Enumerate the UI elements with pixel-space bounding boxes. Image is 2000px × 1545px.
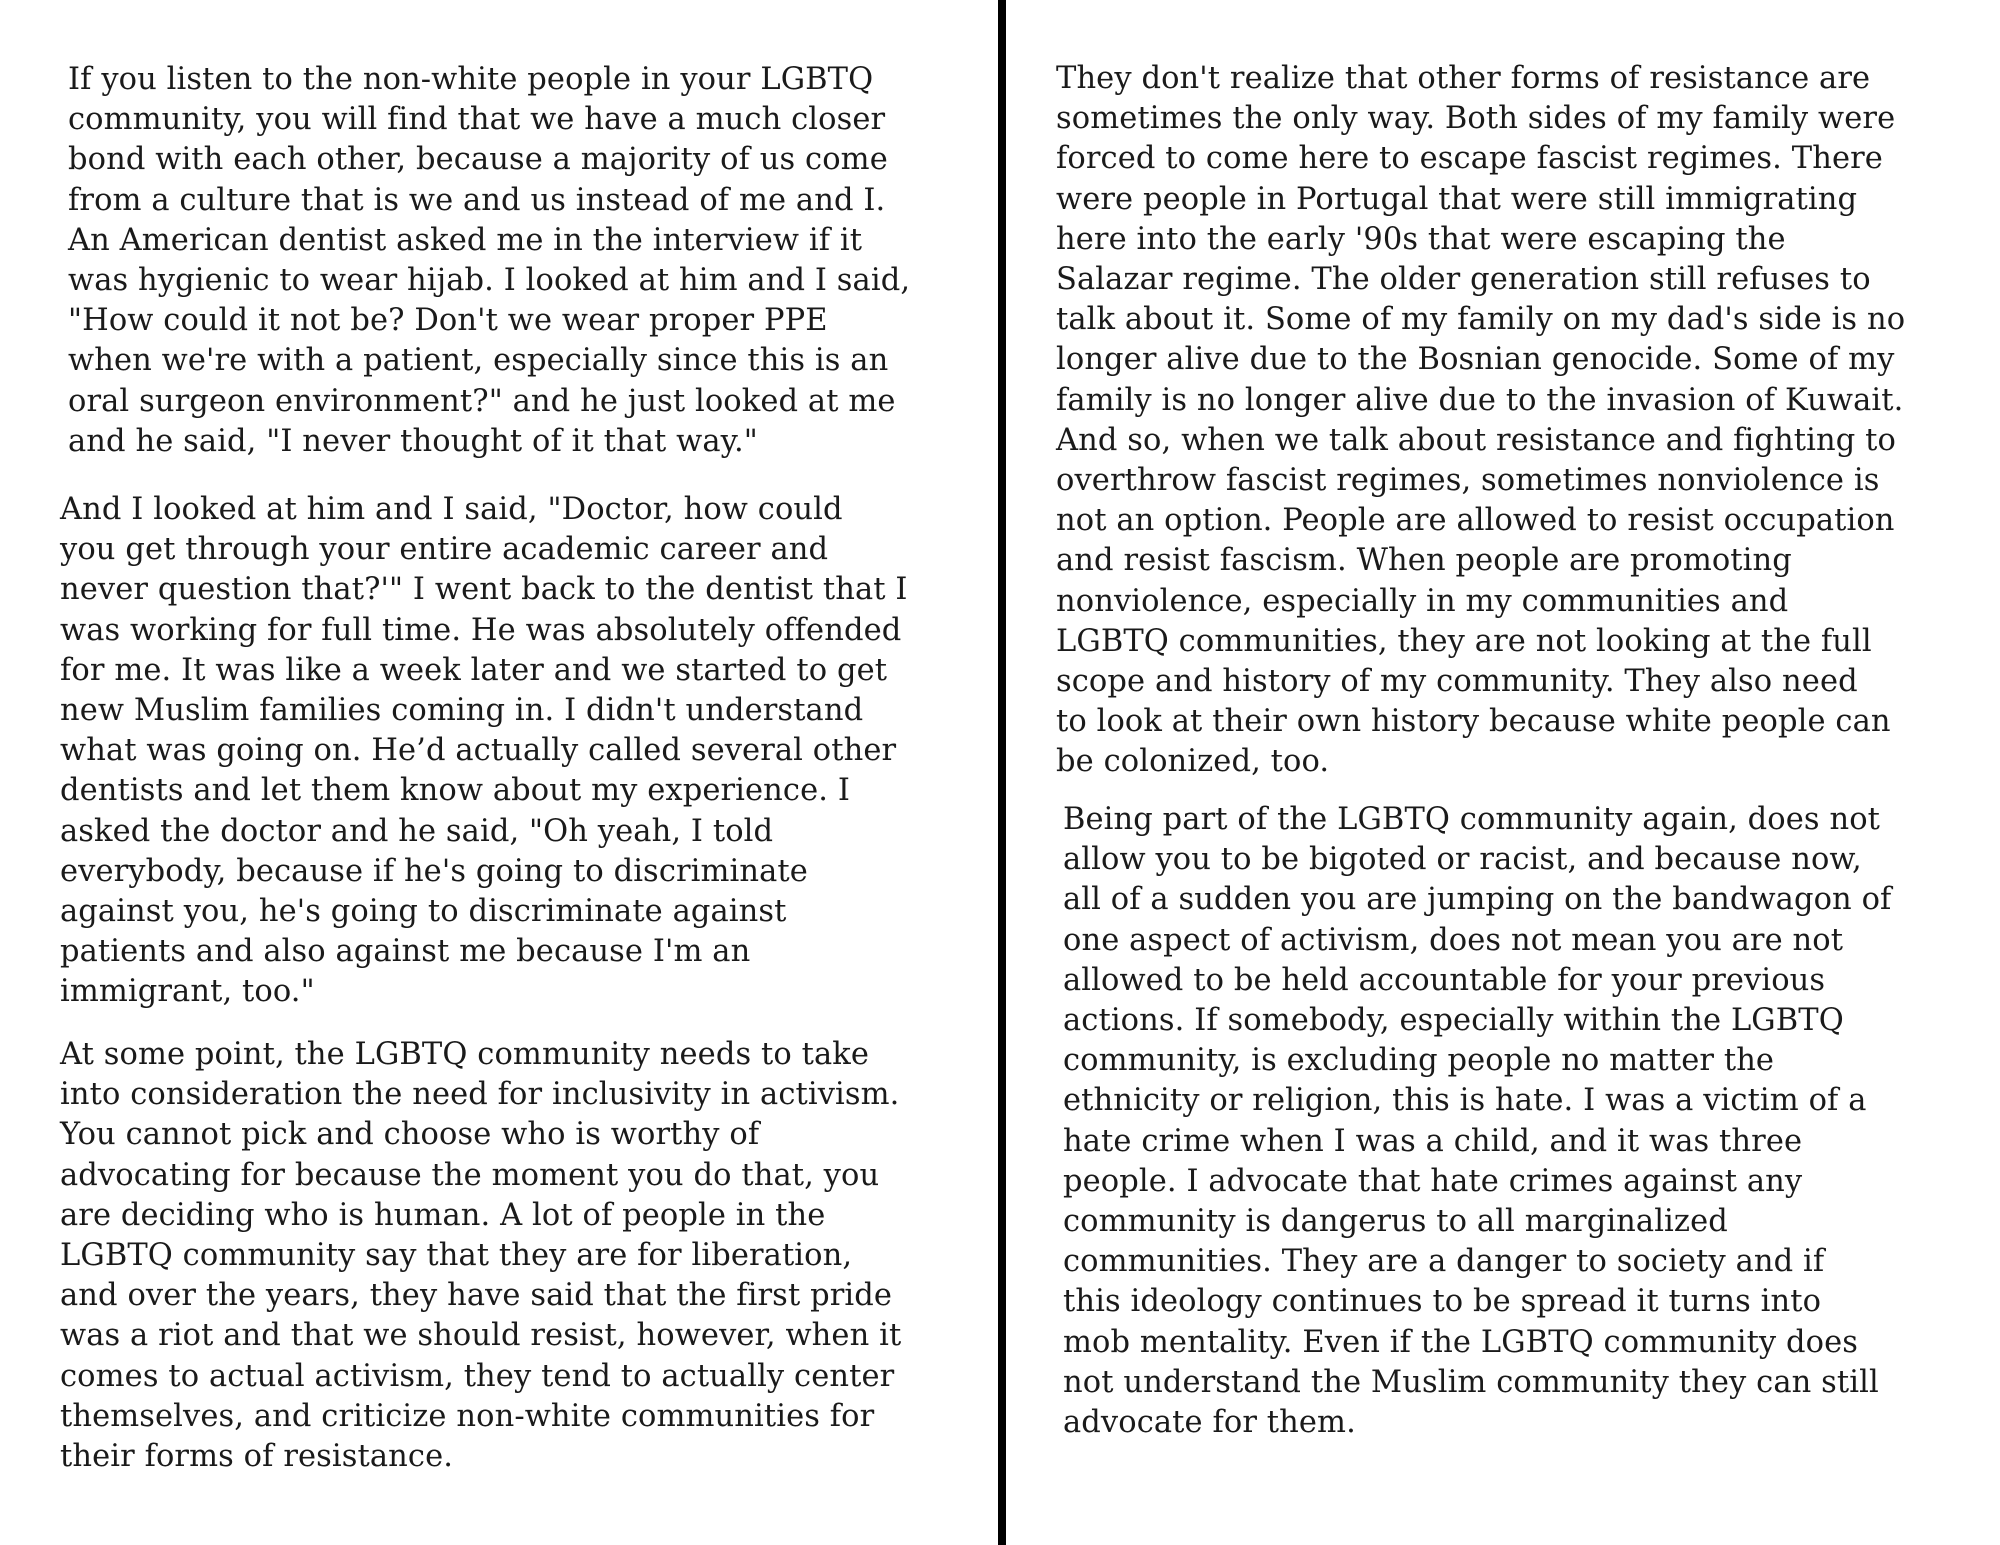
page-divider: [998, 0, 1006, 1545]
right-paragraph-2: Being part of the LGBTQ community again, does not allow you to be bigoted or racist, and because now, all of a sudden you are jumping on the bandwagon of one aspect of activism, does not mean you are not allowed to be held accountable for your previous actions. If somebody, especially within the LGBTQ community, is excluding people no matter the ethnicity or religion, this is hate. I was a victim of a hate crime when I was a child, and it was three people. I advocate that hate crimes against any community is dangerus to all marginalized communities. They are a danger to society and if this ideology continues to be spread it turns into mob mentality. Even if the LGBTQ community does not understand the Muslim community they can still advocate for them.: [1063, 802, 1892, 1441]
left-page: [0, 0, 998, 1545]
right-paragraph-1: They don't realize that other forms of resistance are sometimes the only way. Both sides of my family were forced to come here to escape fascist regimes. There were people in Portugal that were still immigrating here into the early '90s that were escaping the Salazar regime. The older generation still refuses to talk about it. Some of my family on my dad's side is no longer alive due to the Bosnian genocide. Some of my family is no longer alive due to the invasion of Kuwait. And so, when we talk about resistance and fighting to overthrow fascist regimes, sometimes nonviolence is not an option. People are allowed to resist occupation and resist fascism. When people are promoting nonviolence, especially in my communities and LGBTQ communities, they are not looking at the full scope and history of my community. They also need to look at their own history because white people can be colonized, too.: [1056, 61, 1906, 780]
left-paragraph-2: And I looked at him and I said, "Doctor, how could you get through your entire academic career and never question that?'" I went back to the dentist that I was working for full time. He was absolutely offended for me. It was like a week later and we started to get new Muslim families coming in. I didn't understand what was going on. He’d actually called several other dentists and let them know about my experience. I asked the doctor and he said, "Oh yeah, I told everybody, because if he's going to discriminate against you, he's going to discriminate against patients and also against me because I'm an immigrant, too.": [60, 492, 908, 1010]
left-paragraph-1: If you listen to the non-white people in your LGBTQ community, you will find that we have a much closer bond with each other, because a majority of us come from a culture that is we and us instead of me and I. An American dentist asked me in the interview if it was hygienic to wear hijab. I looked at him and I said, "How could it not be? Don't we wear proper PPE when we're with a patient, especially since this is an oral surgeon environment?" and he just looked at me and he said, "I never thought of it that way.": [68, 62, 911, 459]
right-page: [1006, 0, 2000, 1545]
left-paragraph-3: At some point, the LGBTQ community needs to take into consideration the need for inclusivity in activism. You cannot pick and choose who is worthy of advocating for because the moment you do that, you are deciding who is human. A lot of people in the LGBTQ community say that they are for liberation, and over the years, they have said that the first pride was a riot and that we should resist, however, when it comes to actual activism, they tend to actually center themselves, and criticize non-white communities for their forms of resistance.: [60, 1037, 902, 1475]
